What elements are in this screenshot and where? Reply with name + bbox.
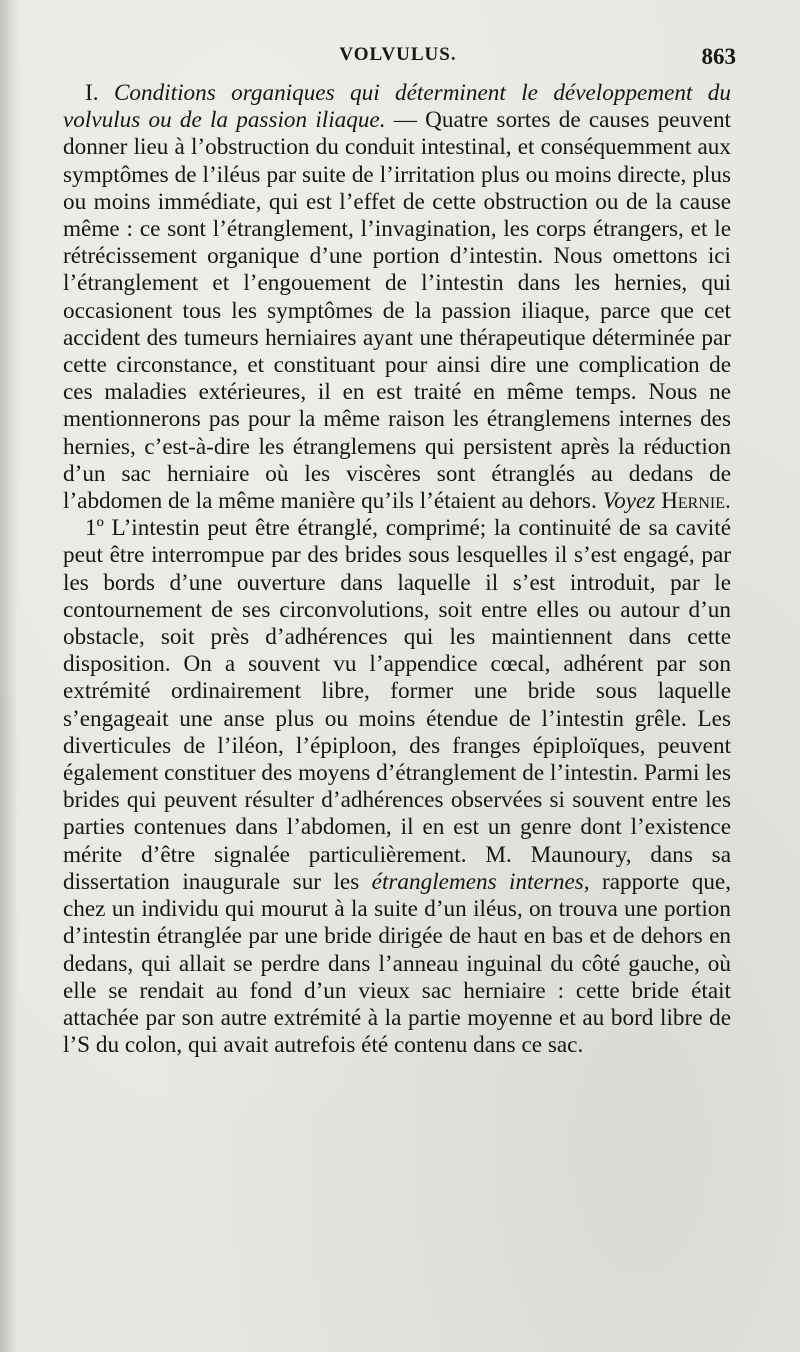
italic-phrase: étranglemens internes,	[371, 868, 590, 895]
page-number: 863	[701, 44, 736, 69]
paragraph-2-text-a: 1º L’intestin peut être étranglé, comprimé; la continuité de sa cavité peut être interrompue par des brides sous lesquelles il s’est engagé, par les bords d’une ouverture dans laquelle il s’est introduit, par le contournement de ses circonvolutions, soit entre elles ou autour d’un obstacle, soit près d’adhérences qui les maintiennent dans cette disposition. On a souvent vu l’appendice cœcal, adhérent par son extrémité ordinairement libre, former une bride sous laquelle s’engageait une anse plus ou moins étendue de l’intestin grêle. Les diverticules de l’iléon, l’épiploon, des franges épiploïques, peuvent également constituer des moyens d’étranglement de l’intestin. Parmi les brides qui peuvent résulter d’adhérences observées si souvent entre les parties contenues dans l’abdomen, il en est un genre dont l’existence mérite d’être signalée particulièrement. M. Maunoury, dans sa dissertation inaugurale sur les	[63, 515, 731, 895]
paragraph-2-text-b: rapporte que, chez un individu qui mourut à la suite d’un iléus, on trouva une portion d’intestin étranglée par une bride dirigée de haut en bas et de dehors en dedans, qui allait se perdre dans l’anneau inguinal du côté gauche, où elle se rendait au fond d’un vieux sac herniaire : cette bride était attachée par son autre extrémité à la partie moyenne et au bord libre de l’S du colon, qui avait autrefois été contenu dans ce sac.	[63, 868, 731, 1059]
section-heading: Conditions organiques qui déterminent le développement du volvulus ou de la passion iliaque.	[63, 80, 731, 134]
cross-reference-hernie: Hernie.	[661, 488, 731, 515]
section-label: I.	[85, 80, 99, 106]
cross-reference-voyez: Voyez	[602, 488, 656, 515]
body-text	[63, 80, 731, 1059]
paragraph-item-1	[63, 515, 731, 1059]
paragraph-1-text: — Quatre sortes de causes peuvent donner lieu à l’obstruction du conduit intestinal, et conséquemment aux symptômes de l’iléus par suite de l’irritation plus ou moins directe, plus ou moins immédiate, qui est l’effet de cette obstruction ou de la cause même : ce sont l’étranglement, l’invagination, les corps étrangers, et le rétrécissement organique d’une portion d’intestin. Nous omettons ici l’étranglement et l’engouement de l’intestin dans les hernies, qui occasionent tous les symptômes de la passion iliaque, parce que cet accident des tumeurs herniaires ayant une thérapeutique déterminée par cette circonstance, et constituant pour ainsi dire une complication de ces maladies extérieures, il en est traité en même temps. Nous ne mentionnerons pas pour la même raison les étranglemens internes des hernies, c’est-à-dire les étranglemens qui persistent après la réduction d’un sac herniaire où les viscères sont étranglés au dedans de l’abdomen de la même manière qu’ils l’étaient au dehors.	[63, 107, 731, 515]
running-title: VOLVULUS.	[339, 44, 457, 65]
paragraph-section-1	[63, 80, 731, 515]
running-head	[60, 44, 736, 72]
binding-shadow	[0, 0, 18, 1352]
